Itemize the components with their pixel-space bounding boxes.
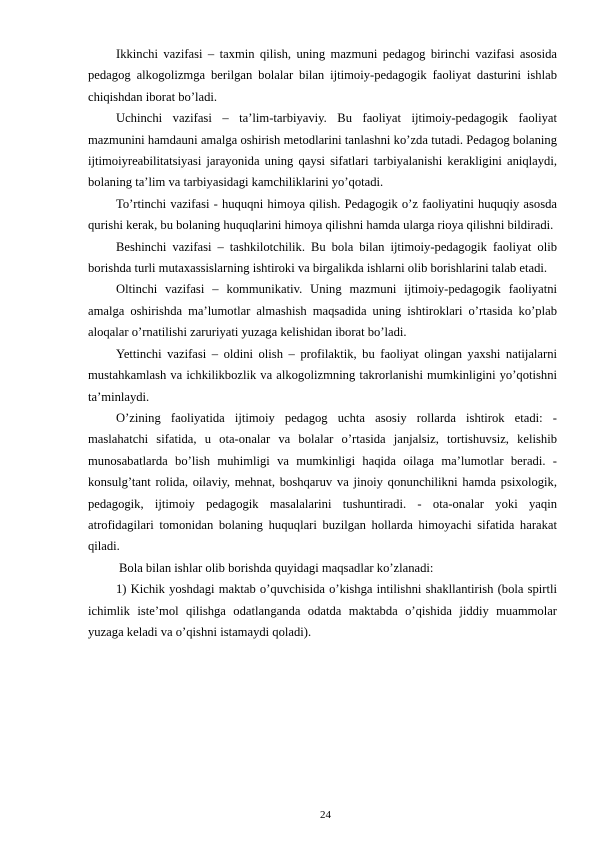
paragraph-fifth-function: Beshinchi vazifasi – tashkilotchilik. Bu bola bilan ijtimoiy-pedagogik faoliyat olib borishda turli mutaxassislarning ishtiroki va birgalikda ishlarni olib borishlarini talab etadi.	[88, 239, 557, 276]
paragraph-goals-intro: Bola bilan ishlar olib borishda quyidagi maqsadlar ko’zlanadi:	[119, 560, 434, 575]
paragraph-third-function: Uchinchi vazifasi – ta’lim-tarbiyaviy. Bu faoliyat ijtimoiy-pedagogik faoliyat mazmunini hamdauni amalga oshirish metodlarini tanlashni ko’zda tutadi. Pedagog bolaning ijtimoiyreabilitatsiyasi jarayonida uning qaysi sifatlari tarbiyalanishi kerakligini aniqlaydi, bolaning ta’lim va tarbiyasidagi kamchiliklarini yo’qotadi.	[88, 111, 557, 190]
document-body	[88, 44, 557, 643]
paragraph-second-function: Ikkinchi vazifasi – taxmin qilish, uning mazmuni pedagog birinchi vazifasi asosida pedagog alkogolizmga berilgan bolalar bilan ijtimoiy-pedagogik faoliyat dasturini ishlab chiqishdan iborat bo’ladi.	[88, 47, 557, 104]
paragraph-sixth-function: Oltinchi vazifasi – kommunikativ. Uning mazmuni ijtimoiy-pedagogik faoliyatni amalga oshirishda ma’lumotlar almashish maqsadida uning ishtiroklari o’rtasida ko’plab aloqalar o’rnatilishi zaruriyati yuzaga kelishidan iborat bo’ladi.	[88, 282, 557, 340]
paragraph-goal-1: 1) Kichik yoshdagi maktab o’quvchisida o’kishga intilishni shakllantirish (bola spirtli ichimlik iste’mol qilishga odatlanganda odatda maktabda o’qishida jiddiy muammolar yuzaga keladi va o’qishni istamaydi qoladi).	[88, 582, 557, 639]
page-number: 24	[320, 809, 331, 821]
paragraph-fourth-function: To’rtinchi vazifasi - huquqni himoya qilish. Pedagogik o’z faoliyatini huquqiy asosda qurishi kerak, bu bolaning huquqlarini himoya qilishni hamda ularga rioya qilishni bildiradi.	[88, 196, 557, 233]
paragraph-seventh-function: Yettinchi vazifasi – oldini olish – profilaktik, bu faoliyat olingan yaxshi natijalarni mustahkamlash va ichkilikbozlik va alkogolizmning takrorlanishi mumkinligini yo’qotishni ta’minlaydi.	[88, 346, 557, 404]
paragraph-pedagog-roles: O’zining faoliyatida ijtimoiy pedagog uchta asosiy rollarda ishtirok etadi: - maslahatchi sifatida, u ota-onalar va bolalar o’rtasida janjalsiz, tortishuvsiz, kelishib munosabatlarda bo’lish muhimligi va mumkinligi haqida oilaga ma’lumotlar beradi. - konsulg’tant rolida, oilaviy, mehnat, boshqaruv va jinoiy qonunchilikni hamda psixologik, pedagogik, ijtimoiy pedagogik masalalarini tushuntiradi. - ota-onalar yoki yaqin atrofidagilari tomonidan bolaning huquqlari buzilgan hollarda himoyachi sifatida harakat qiladi.	[88, 410, 557, 554]
